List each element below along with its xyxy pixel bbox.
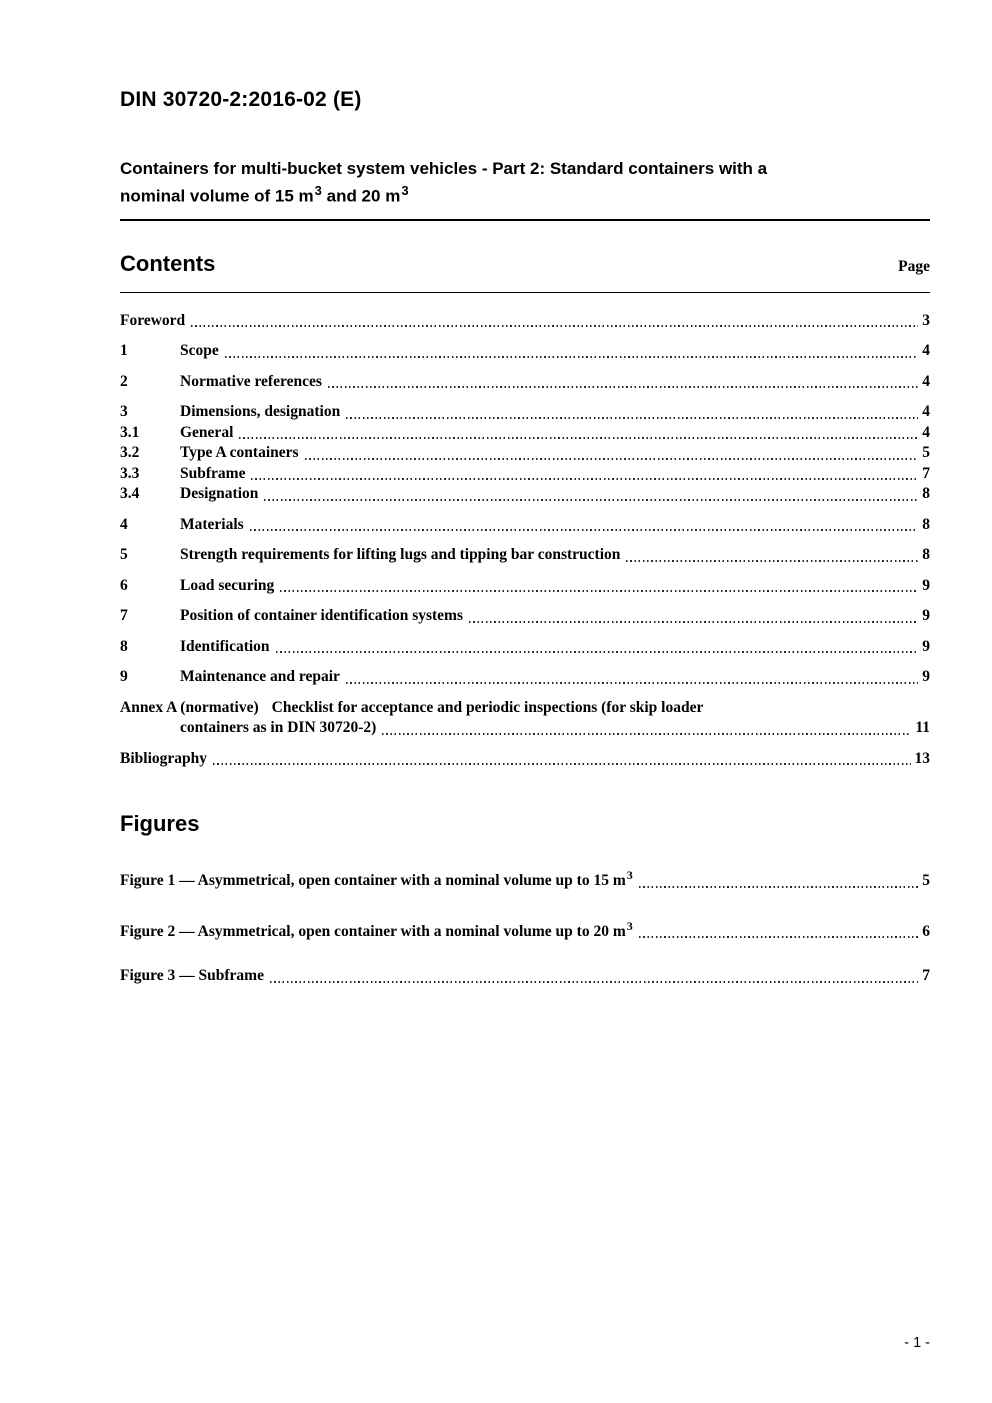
doc-subtitle xyxy=(120,158,930,208)
toc-leader-dots xyxy=(382,733,911,735)
horizontal-rule-thick xyxy=(120,219,930,221)
toc-entry-page: 13 xyxy=(914,749,930,767)
contents-heading: Contents xyxy=(120,250,216,276)
toc-entry-label: Materials xyxy=(180,515,244,533)
toc-entry-page: 8 xyxy=(922,515,930,533)
toc-entry-page: 7 xyxy=(922,464,930,482)
toc-entry-materials xyxy=(120,515,930,536)
toc-leader-dots xyxy=(264,499,918,501)
toc-entry-page: 3 xyxy=(922,311,930,329)
toc-leader-dots xyxy=(639,936,919,938)
toc-leader-dots xyxy=(270,981,918,983)
toc-entry-page: 4 xyxy=(922,342,930,360)
toc-entry-label: Subframe xyxy=(180,464,246,482)
figure-entry-3 xyxy=(120,966,930,987)
toc-entry-number: 4 xyxy=(120,515,128,533)
toc-leader-dots xyxy=(251,478,918,480)
toc-leader-dots xyxy=(626,560,918,562)
toc-entry-page: 8 xyxy=(922,546,930,564)
toc-leader-dots xyxy=(346,682,918,684)
toc-entry-label: containers as in DIN 30720-2) xyxy=(180,719,377,737)
toc-entry-page: 8 xyxy=(922,485,930,503)
toc-entry-label: Dimensions, designation xyxy=(180,403,341,421)
toc-entry-number: 1 xyxy=(120,342,128,360)
toc-entry-page: 9 xyxy=(922,637,930,655)
figure-entry-1 xyxy=(120,865,930,892)
toc-entry-label: Foreword xyxy=(120,311,186,329)
toc-leader-dots xyxy=(225,356,919,358)
toc-entry-type-a-containers xyxy=(120,443,930,464)
toc-entry-label: Position of container identification systems xyxy=(180,607,464,625)
superscript-3: 3 xyxy=(626,918,633,933)
toc-entry-normative-references xyxy=(120,372,930,393)
toc-entry-maintenance-repair xyxy=(120,667,930,688)
toc-leader-dots xyxy=(250,529,919,531)
toc-entry-page: 9 xyxy=(922,576,930,594)
toc-entry-page: 11 xyxy=(915,719,930,737)
toc-entry-general xyxy=(120,423,930,444)
toc-entry-annex-label: Annex A (normative) xyxy=(120,698,259,716)
toc-leader-dots xyxy=(328,386,918,388)
toc-entry-page: 9 xyxy=(922,607,930,625)
doc-subtitle-line2: nominal volume of 15 $m^3$ and 20 $m^3$ xyxy=(120,183,409,206)
toc-entry-number: 7 xyxy=(120,607,128,625)
toc-entry-position-identification-systems xyxy=(120,606,930,627)
figures-list xyxy=(120,865,930,987)
toc-leader-dots xyxy=(305,458,919,460)
footer-page-number: - 1 - xyxy=(904,1335,930,1351)
toc-entry-label: Maintenance and repair xyxy=(180,668,340,686)
doc-subtitle-line1: Containers for multi-bucket system vehicles - Part 2: Standard containers with a xyxy=(120,159,768,178)
toc-entry-number: 6 xyxy=(120,576,128,594)
toc-entry-load-securing xyxy=(120,576,930,597)
doc-id: DIN 30720-2:2016-02 (E) xyxy=(120,88,362,111)
figure-entry-label: Figure 1 — Asymmetrical, open container with a nominal volume up to 15 $m^3$ xyxy=(120,868,633,890)
toc-entry-strength-requirements xyxy=(120,545,930,566)
toc-entry-page: 4 xyxy=(922,423,930,441)
toc-entry-foreword xyxy=(120,311,930,332)
toc-leader-dots xyxy=(191,325,918,327)
horizontal-rule-thin xyxy=(120,292,930,293)
toc-entry-bibliography xyxy=(120,749,930,770)
toc-entry-label: Load securing xyxy=(180,576,275,594)
toc-entry-label: Type A containers xyxy=(180,444,299,462)
figure-entry-page: 7 xyxy=(922,967,930,985)
superscript-3: 3 xyxy=(626,868,633,883)
toc-entry-label: Identification xyxy=(180,637,270,655)
figure-entry-2 xyxy=(120,916,930,943)
toc-leader-dots xyxy=(639,886,919,888)
toc-leader-dots xyxy=(213,763,911,765)
toc-leader-dots xyxy=(276,651,919,653)
figure-entry-page: 5 xyxy=(922,872,930,890)
toc-leader-dots xyxy=(239,437,918,439)
toc-entry-page: 4 xyxy=(922,403,930,421)
toc-entry-label: Strength requirements for lifting lugs and tipping bar construction xyxy=(180,546,621,564)
toc-entry-number: 3 xyxy=(120,403,128,421)
toc-entry-number: 5 xyxy=(120,546,128,564)
toc-leader-dots xyxy=(280,590,918,592)
page-column-label: Page xyxy=(898,257,930,275)
toc-entry-label: Checklist for acceptance and periodic inspections (for skip loader xyxy=(271,698,704,716)
table-of-contents xyxy=(120,311,930,770)
toc-entry-annex-a-line1 xyxy=(120,698,930,719)
toc-entry-designation xyxy=(120,484,930,505)
toc-leader-dots xyxy=(469,621,918,623)
superscript-3: 3 xyxy=(401,183,409,198)
toc-entry-number: 2 xyxy=(120,372,128,390)
toc-entry-label: Bibliography xyxy=(120,749,207,767)
toc-entry-page: 5 xyxy=(922,444,930,462)
toc-entry-dimensions-designation xyxy=(120,402,930,423)
toc-entry-number: 8 xyxy=(120,637,128,655)
figure-entry-page: 6 xyxy=(922,922,930,940)
toc-leader-dots xyxy=(346,417,918,419)
toc-entry-identification xyxy=(120,637,930,658)
toc-entry-label: Scope xyxy=(180,342,219,360)
toc-entry-page: 4 xyxy=(922,372,930,390)
toc-entry-subframe xyxy=(120,464,930,485)
toc-entry-number: 3.2 xyxy=(120,444,140,462)
contents-header-row xyxy=(120,251,930,277)
toc-entry-number: 3.1 xyxy=(120,423,140,441)
toc-entry-scope xyxy=(120,341,930,362)
toc-entry-page: 9 xyxy=(922,668,930,686)
figure-entry-label: Figure 3 — Subframe xyxy=(120,967,264,985)
toc-entry-number: 3.4 xyxy=(120,485,140,503)
figures-heading: Figures xyxy=(120,811,200,837)
toc-entry-label: General xyxy=(180,423,234,441)
toc-entry-number: 9 xyxy=(120,668,128,686)
figure-entry-label: Figure 2 — Asymmetrical, open container with a nominal volume up to 20 $m^3$ xyxy=(120,918,633,940)
superscript-3: 3 xyxy=(314,183,322,198)
toc-entry-label: Normative references xyxy=(180,372,322,390)
toc-entry-number: 3.3 xyxy=(120,464,140,482)
toc-entry-label: Designation xyxy=(180,485,259,503)
toc-entry-annex-a-line2 xyxy=(120,718,930,739)
